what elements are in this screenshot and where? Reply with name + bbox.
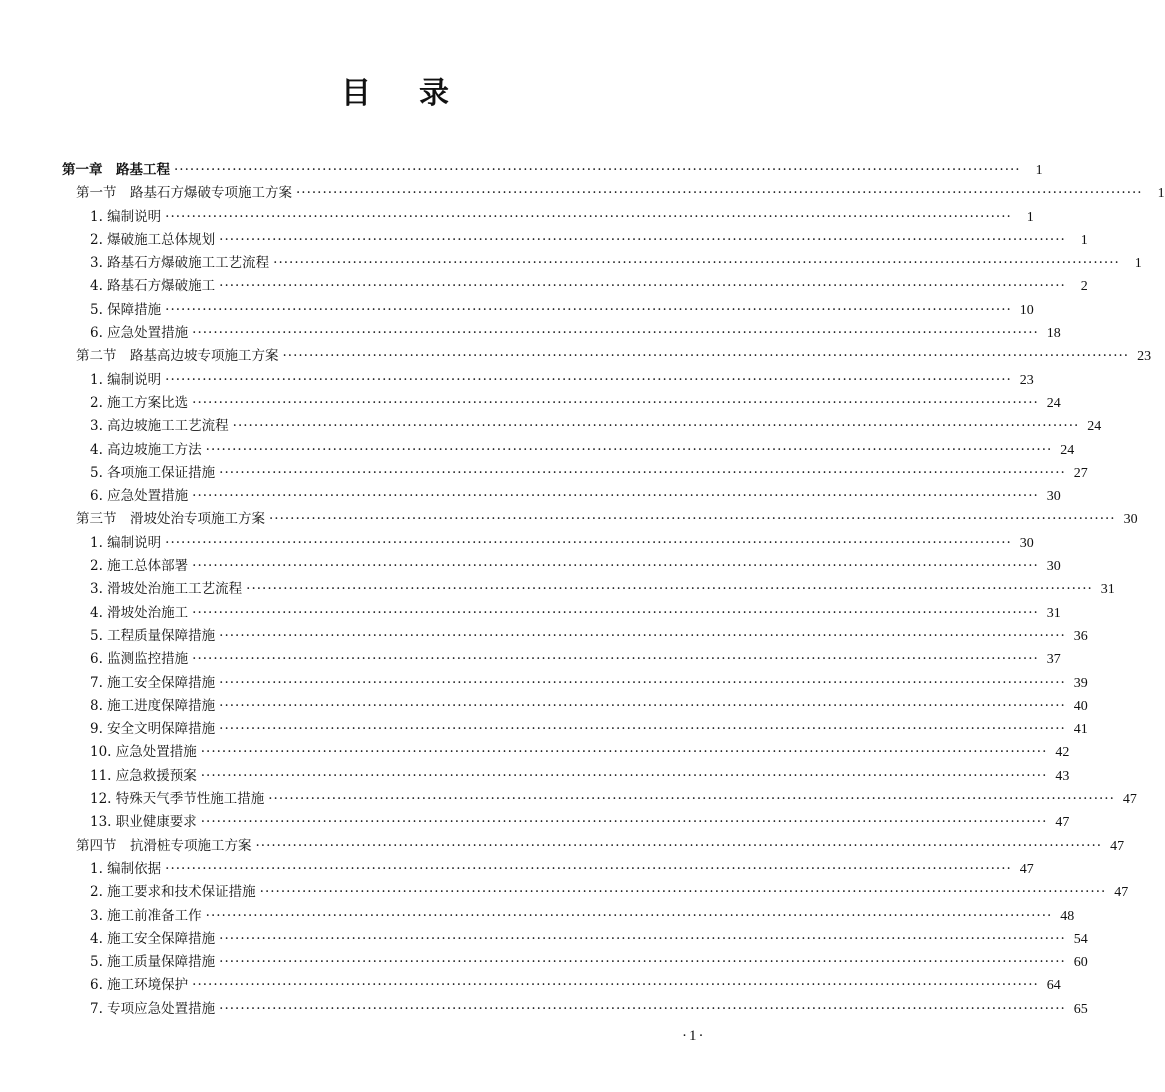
toc-entry-label: 4. 施工安全保障措施 <box>90 930 216 947</box>
toc-entry-page-number: 1 <box>1080 232 1088 248</box>
dot-leader: ································································································································································ <box>165 371 1012 388</box>
toc-entry-page-number: 24 <box>1087 419 1102 435</box>
toc-entry-label: 4. 滑坡处治施工 <box>90 604 189 621</box>
toc-entry-item[interactable] <box>62 951 1088 974</box>
toc-entry-label: 6. 监测监控措施 <box>90 651 189 668</box>
toc-entry-item[interactable] <box>62 602 1061 625</box>
dot-leader: ································································································································································ <box>165 301 1012 318</box>
toc-entry-page-number: 31 <box>1100 582 1115 598</box>
page-title <box>0 74 790 114</box>
toc-entry-section[interactable] <box>62 508 1138 531</box>
dot-leader: ································································································································································ <box>165 534 1012 551</box>
toc-entry-page-number: 30 <box>1046 559 1061 575</box>
toc-entry-item[interactable] <box>62 625 1088 648</box>
toc-entry-item[interactable] <box>62 858 1034 881</box>
toc-entry-label: 5. 工程质量保障措施 <box>90 627 216 644</box>
toc-entry-item[interactable] <box>62 322 1061 345</box>
dot-leader: ································································································································································ <box>232 418 1080 435</box>
dot-leader: ································································································································································ <box>219 930 1066 947</box>
toc-entry-page-number: 1 <box>1026 209 1034 225</box>
toc-entry-label: 2. 施工总体部署 <box>90 558 189 575</box>
toc-entry-item[interactable] <box>62 555 1061 578</box>
page-number: ·1· <box>682 1028 706 1044</box>
toc-entry-item[interactable] <box>62 695 1088 718</box>
toc-entry-item[interactable] <box>62 998 1088 1021</box>
toc-entry-item[interactable] <box>62 765 1070 788</box>
dot-leader: ································································································································································ <box>219 278 1066 295</box>
toc-entry-label: 8. 施工进度保障措施 <box>90 697 216 714</box>
toc-entry-item[interactable] <box>62 974 1061 997</box>
toc-entry-item[interactable] <box>62 415 1102 438</box>
toc-entry-label: 13. 职业健康要求 <box>90 814 197 831</box>
dot-leader: ································································································································································ <box>165 860 1012 877</box>
dot-leader: ································································································································································ <box>296 185 1143 202</box>
dot-leader: ································································································································································ <box>219 674 1066 691</box>
toc-entry-page-number: 64 <box>1046 978 1061 994</box>
toc-entry-page-number: 2 <box>1080 279 1088 295</box>
toc-entry-page-number: 39 <box>1073 675 1088 691</box>
toc-entry-item[interactable] <box>62 206 1034 229</box>
toc-entry-label: 3. 路基石方爆破施工工艺流程 <box>90 255 270 272</box>
dot-leader: ································································································································································ <box>200 744 1048 761</box>
dot-leader: ································································································································································ <box>219 231 1066 248</box>
dot-leader: ································································································································································ <box>205 441 1053 458</box>
toc-entry-label: 2. 施工要求和技术保证措施 <box>90 884 256 901</box>
toc-entry-page-number: 40 <box>1073 698 1088 714</box>
toc-entry-page-number: 47 <box>1019 861 1034 877</box>
toc-entry-page-number: 18 <box>1046 326 1061 342</box>
toc-entry-section[interactable] <box>62 345 1152 368</box>
dot-leader: ································································································································································ <box>165 208 1012 225</box>
dot-leader: ································································································································································ <box>192 651 1039 668</box>
toc-entry-label: 6. 应急处置措施 <box>90 488 189 505</box>
dot-leader: ································································································································································ <box>219 697 1066 714</box>
toc-entry-label: 第二节 路基高边坡专项施工方案 <box>76 348 279 365</box>
toc-entry-page-number: 37 <box>1046 652 1061 668</box>
toc-entry-label: 4. 路基石方爆破施工 <box>90 278 216 295</box>
toc-entry-label: 12. 特殊天气季节性施工措施 <box>90 791 265 808</box>
toc-entry-page-number: 1 <box>1157 186 1165 202</box>
dot-leader: ································································································································································ <box>273 255 1120 272</box>
toc-entry-label: 5. 保障措施 <box>90 301 162 318</box>
toc-entry-label: 1. 编制说明 <box>90 534 162 551</box>
dot-leader: ································································································································································ <box>219 627 1066 644</box>
toc-entry-page-number: 10 <box>1019 302 1034 318</box>
page-title-char-1: 目 <box>341 76 371 111</box>
toc-entry-page-number: 23 <box>1019 372 1034 388</box>
toc-entry-item[interactable] <box>62 439 1075 462</box>
dot-leader: ································································································································································ <box>219 954 1066 971</box>
dot-leader: ································································································································································ <box>200 767 1048 784</box>
toc-entry-item[interactable] <box>62 648 1061 671</box>
page-title-char-2: 录 <box>419 76 449 111</box>
toc-entry-page-number: 65 <box>1073 1001 1088 1017</box>
toc-entry-page-number: 54 <box>1073 931 1088 947</box>
toc-entry-label: 1. 编制说明 <box>90 371 162 388</box>
toc-entry-page-number: 36 <box>1073 628 1088 644</box>
toc-entry-label: 11. 应急救援预案 <box>90 767 197 784</box>
toc-entry-item[interactable] <box>62 485 1061 508</box>
toc-entry-page-number: 30 <box>1019 535 1034 551</box>
toc-entry-page-number: 43 <box>1055 768 1070 784</box>
dot-leader: ································································································································································ <box>282 348 1130 365</box>
toc-entry-page-number: 42 <box>1055 745 1070 761</box>
toc-entry-page-number: 48 <box>1060 908 1075 924</box>
toc-entry-label: 1. 编制依据 <box>90 860 162 877</box>
dot-leader: ································································································································································ <box>192 558 1039 575</box>
toc-entry-chapter[interactable] <box>62 159 1043 182</box>
toc-entry-item[interactable] <box>62 462 1088 485</box>
toc-entry-page-number: 27 <box>1073 465 1088 481</box>
toc-entry-item[interactable] <box>62 741 1070 764</box>
dot-leader: ································································································································································ <box>174 162 1021 178</box>
toc-entry-label: 第一节 路基石方爆破专项施工方案 <box>76 185 292 202</box>
toc-entry-page-number: 1 <box>1134 256 1142 272</box>
dot-leader: ································································································································································ <box>219 464 1066 481</box>
toc-entry-page-number: 47 <box>1055 815 1070 831</box>
toc-entry-label: 2. 爆破施工总体规划 <box>90 231 216 248</box>
toc-entry-item[interactable] <box>62 369 1034 392</box>
toc-entry-label: 5. 施工质量保障措施 <box>90 954 216 971</box>
toc-entry-label: 第三节 滑坡处治专项施工方案 <box>76 511 265 528</box>
toc-entry-page-number: 23 <box>1137 349 1152 365</box>
dot-leader: ································································································································································ <box>200 814 1048 831</box>
toc-entry-label: 3. 高边坡施工工艺流程 <box>90 418 229 435</box>
toc-entry-label: 9. 安全文明保障措施 <box>90 721 216 738</box>
toc-entry-section[interactable] <box>62 835 1125 858</box>
toc-entry-item[interactable] <box>62 392 1061 415</box>
toc-entry-item[interactable] <box>62 718 1088 741</box>
dot-leader: ································································································································································ <box>269 511 1116 528</box>
toc-entry-page-number: 47 <box>1122 792 1137 808</box>
toc-entry-label: 7. 施工安全保障措施 <box>90 674 216 691</box>
toc-entry-item[interactable] <box>62 578 1115 601</box>
dot-leader: ································································································································································ <box>255 837 1103 854</box>
toc-entry-label: 3. 施工前准备工作 <box>90 907 202 924</box>
dot-leader: ································································································································································ <box>219 1000 1066 1017</box>
dot-leader: ································································································································································ <box>192 325 1039 342</box>
dot-leader: ································································································································································ <box>219 721 1066 738</box>
toc-entry-page-number: 24 <box>1046 395 1061 411</box>
toc-entry-label: 6. 施工环境保护 <box>90 977 189 994</box>
toc-entry-item[interactable] <box>62 532 1034 555</box>
toc-entry-page-number: 31 <box>1046 605 1061 621</box>
dot-leader: ································································································································································ <box>268 791 1115 808</box>
toc-entry-label: 4. 高边坡施工方法 <box>90 441 202 458</box>
toc-entry-label: 5. 各项施工保证措施 <box>90 464 216 481</box>
toc-entry-label: 第一章 路基工程 <box>62 162 170 178</box>
dot-leader: ································································································································································ <box>192 394 1039 411</box>
toc-entry-label: 第四节 抗滑桩专项施工方案 <box>76 837 252 854</box>
toc-entry-item[interactable] <box>62 299 1034 322</box>
toc-entry-item[interactable] <box>62 928 1088 951</box>
toc-entry-label: 10. 应急处置措施 <box>90 744 197 761</box>
dot-leader: ································································································································································ <box>259 884 1107 901</box>
toc-entry-item[interactable] <box>62 811 1070 834</box>
toc-entry-label: 1. 编制说明 <box>90 208 162 225</box>
toc-entry-page-number: 30 <box>1046 489 1061 505</box>
toc-entry-item[interactable] <box>62 275 1088 298</box>
toc-entry-item[interactable] <box>62 905 1075 928</box>
dot-leader: ································································································································································ <box>192 488 1039 505</box>
dot-leader: ································································································································································ <box>246 581 1093 598</box>
toc-entry-page-number: 60 <box>1073 955 1088 971</box>
toc-entry-page-number: 24 <box>1060 442 1075 458</box>
toc-entry-page-number: 1 <box>1035 163 1043 178</box>
toc-entry-page-number: 47 <box>1114 885 1129 901</box>
toc-entry-label: 6. 应急处置措施 <box>90 325 189 342</box>
toc-entry-label: 2. 施工方案比选 <box>90 394 189 411</box>
toc-entry-page-number: 47 <box>1110 838 1125 854</box>
dot-leader: ································································································································································ <box>205 907 1053 924</box>
dot-leader: ································································································································································ <box>192 604 1039 621</box>
toc-entry-item[interactable] <box>62 252 1142 275</box>
toc-entry-item[interactable] <box>62 672 1088 695</box>
table-of-contents <box>62 159 1165 1021</box>
toc-entry-section[interactable] <box>62 182 1165 205</box>
toc-entry-item[interactable] <box>62 229 1088 252</box>
toc-entry-label: 7. 专项应急处置措施 <box>90 1000 216 1017</box>
toc-entry-page-number: 30 <box>1123 512 1138 528</box>
dot-leader: ································································································································································ <box>192 977 1039 994</box>
toc-entry-item[interactable] <box>62 881 1129 904</box>
toc-entry-page-number: 41 <box>1073 722 1088 738</box>
toc-entry-item[interactable] <box>62 788 1137 811</box>
toc-entry-label: 3. 滑坡处治施工工艺流程 <box>90 581 243 598</box>
